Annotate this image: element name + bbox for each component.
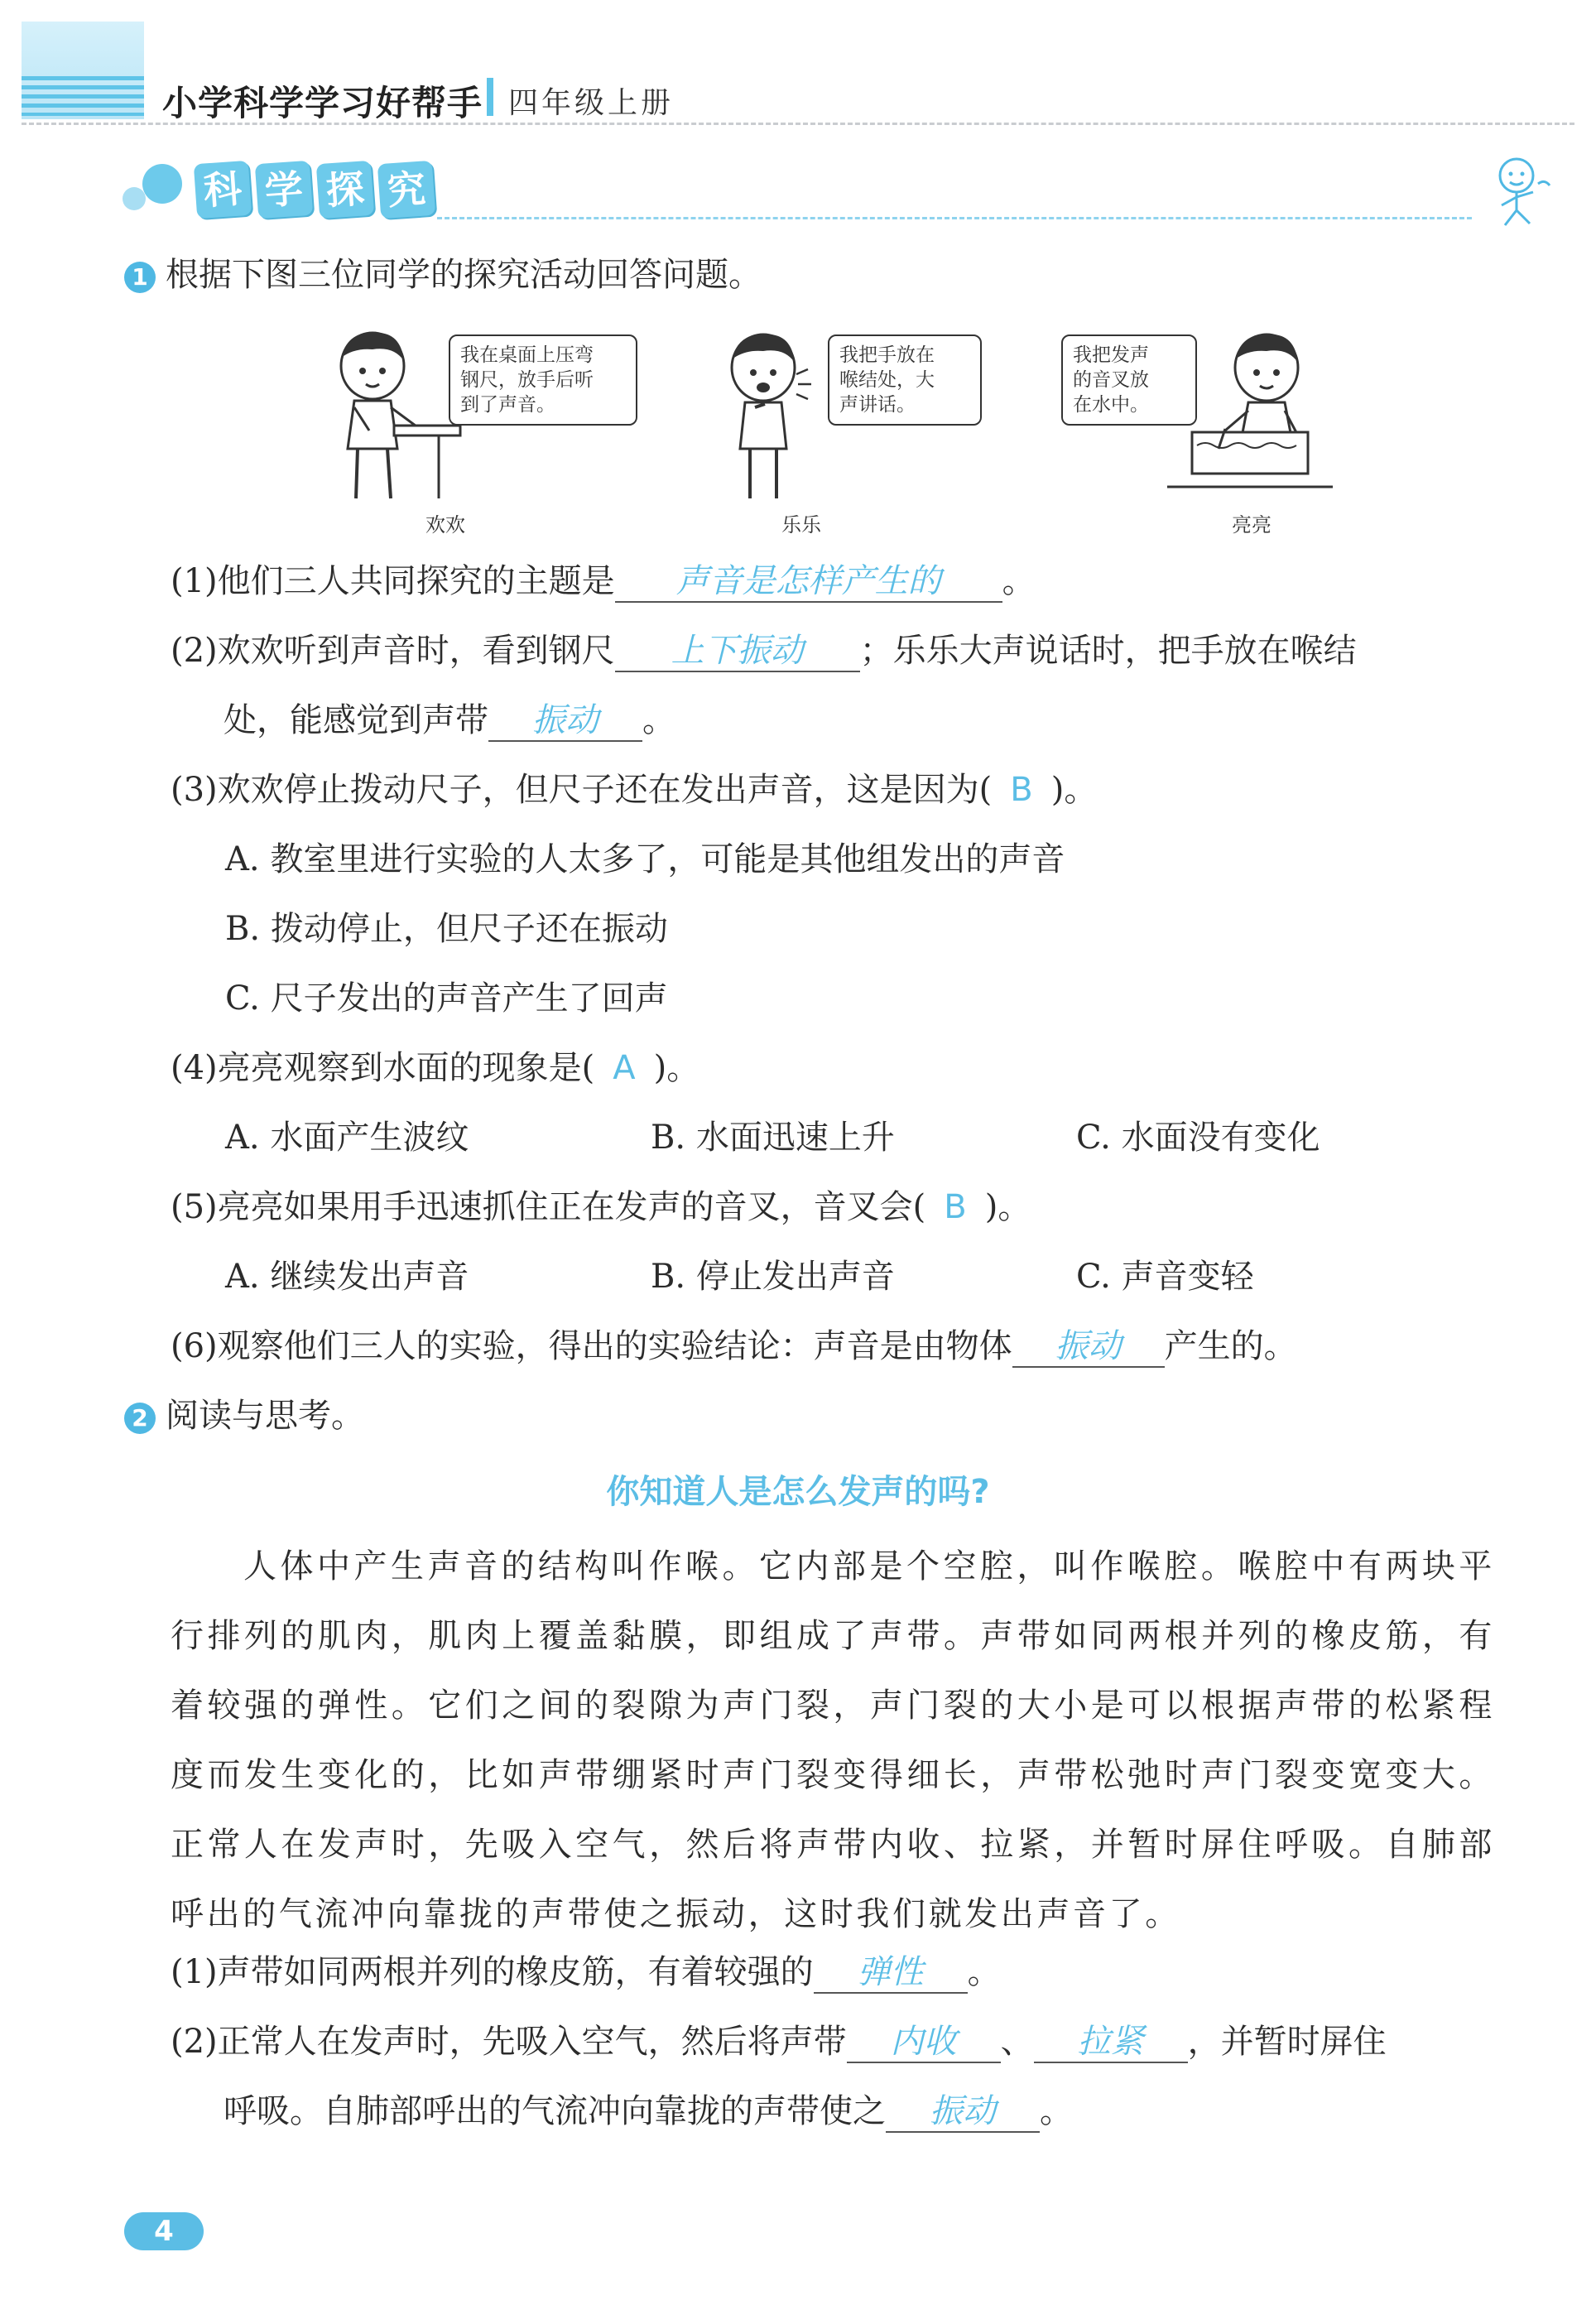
figure-caption: 欢欢 — [425, 513, 465, 537]
option-c: C. 水面没有变化 — [1076, 1119, 1320, 1157]
question-number: 1 — [124, 262, 156, 293]
question-text: )。 — [653, 1049, 700, 1087]
option-b: B. 拨动停止，但尺子还在振动 — [225, 910, 668, 948]
question-text: 。 — [642, 701, 675, 739]
question-text: (3)欢欢停止拨动尺子，但尺子还在发出声音，这是因为( — [171, 771, 993, 809]
question-text: 处，能感觉到声带 — [224, 701, 488, 739]
book-title: 小学科学学习好帮手 — [162, 83, 483, 123]
speech-bubble: 我在桌面上压弯 钢尺，放手后听 到了声音。 — [449, 334, 637, 426]
question-text: 呼吸。自肺部呼出的气流冲向靠拢的声带使之 — [224, 2092, 886, 2130]
reading-title: 你知道人是怎么发声的吗? — [606, 1473, 990, 1511]
option-c: C. 尺子发出的声音产生了回声 — [225, 979, 668, 1018]
answer-blank: 拉紧 — [1034, 2022, 1188, 2063]
answer-blank: 振动 — [886, 2091, 1040, 2133]
question-text: 产生的。 — [1164, 1327, 1297, 1365]
question-text: (4)亮亮观察到水面的现象是( — [171, 1049, 595, 1087]
question-text: (6)观察他们三人的实验，得出的实验结论：声音是由物体 — [171, 1327, 1012, 1365]
answer-blank: 振动 — [488, 700, 642, 742]
banner-char: 究 — [377, 161, 435, 219]
banner-dot — [142, 164, 182, 204]
answer-blank: 声音是怎样产生的 — [615, 561, 1002, 603]
student-liangliang-illustration — [1159, 325, 1341, 507]
question-2-1 — [171, 1952, 1001, 1994]
question-1-1 — [171, 561, 1036, 603]
answer-blank: 振动 — [1012, 1326, 1165, 1368]
answer-blank: 弹性 — [814, 1952, 968, 1994]
question-text: (1)他们三人共同探究的主题是 — [171, 562, 615, 600]
header-stripes — [22, 76, 144, 116]
header-rule — [22, 123, 1574, 125]
question-text: ，并暂时屏住 — [1187, 2023, 1387, 2061]
answer-blank: 内收 — [847, 2022, 1001, 2063]
speech-bubble: 我把发声 的音叉放 在水中。 — [1061, 334, 1197, 426]
question-number: 2 — [124, 1403, 156, 1434]
student-lele-illustration — [705, 325, 829, 507]
student-huanhuan-illustration — [315, 325, 464, 507]
question-text: (2)正常人在发声时，先吸入空气，然后将声带 — [171, 2023, 847, 2061]
question-2-2 — [171, 2022, 1387, 2063]
answer-choice: A — [613, 1049, 636, 1087]
question-text: )。 — [984, 1188, 1031, 1226]
question-1-6 — [171, 1326, 1297, 1368]
reading-passage: 人体中产生声音的结构叫作喉。它内部是个空腔，叫作喉腔。喉腔中有两块平行排列的肌肉，肌肉上覆盖黏膜，即组成了声带。声带如同两根并列的橡皮筋，有着较强的弹性。它们之间的裂隙为声门裂，声门裂的大小是可以根据声带的松紧程度而发生变化的，比如声带绷紧时声门裂变得细长，声带松弛时声门裂变宽变大。正常人在发声时，先吸入空气，然后将声带内收、拉紧，并暂时屏住呼吸。自肺部呼出的气流冲向靠拢的声带使之振动，这时我们就发出声音了。 — [171, 1547, 1495, 1933]
banner-dot — [123, 187, 146, 210]
answer-blank: 上下振动 — [615, 631, 860, 672]
question-text: 。 — [1002, 562, 1036, 600]
option-a: A. 教室里进行实验的人太多了，可能是其他组发出的声音 — [225, 840, 1065, 878]
banner-char: 学 — [255, 161, 313, 219]
question-text: (1)声带如同两根并列的橡皮筋，有着较强的 — [171, 1953, 814, 1991]
option-b: B. 水面迅速上升 — [651, 1119, 895, 1157]
question-1-4 — [171, 1048, 699, 1088]
question-text: 。 — [967, 1953, 1001, 1991]
question-1-2 — [171, 631, 1357, 672]
option-b: B. 停止发出声音 — [651, 1258, 895, 1296]
question-2-2-cont — [224, 2091, 1073, 2133]
question-text: 、 — [1000, 2023, 1034, 2061]
option-a: A. 继续发出声音 — [225, 1258, 469, 1296]
question-1-2-cont — [224, 700, 675, 742]
figure-caption: 亮亮 — [1232, 513, 1272, 537]
banner-char: 科 — [194, 161, 252, 219]
header-divider — [487, 78, 493, 116]
answer-choice: B — [944, 1188, 967, 1226]
kid-mascot-icon — [1480, 151, 1560, 230]
answer-choice: B — [1010, 771, 1033, 809]
speech-bubble: 我把手放在 喉结处，大 声讲话。 — [828, 334, 982, 426]
grade-label: 四年级上册 — [508, 86, 675, 120]
question-1-5 — [171, 1187, 1031, 1227]
question-text: ；乐乐大声说话时，把手放在喉结 — [859, 632, 1357, 670]
question-title: 阅读与思考。 — [166, 1397, 364, 1435]
question-text: (5)亮亮如果用手迅速抓住正在发声的音叉，音叉会( — [171, 1188, 926, 1226]
question-title: 根据下图三位同学的探究活动回答问题。 — [166, 256, 762, 294]
question-text: )。 — [1050, 771, 1098, 809]
question-text: 。 — [1040, 2092, 1073, 2130]
figure-caption: 乐乐 — [781, 513, 821, 537]
banner-rule — [437, 217, 1472, 219]
question-1-3 — [171, 770, 1097, 810]
banner-char: 探 — [316, 161, 374, 219]
option-c: C. 声音变轻 — [1076, 1258, 1254, 1296]
option-a: A. 水面产生波纹 — [225, 1119, 469, 1157]
page-number: 4 — [124, 2212, 204, 2250]
question-text: (2)欢欢听到声音时，看到钢尺 — [171, 632, 615, 670]
